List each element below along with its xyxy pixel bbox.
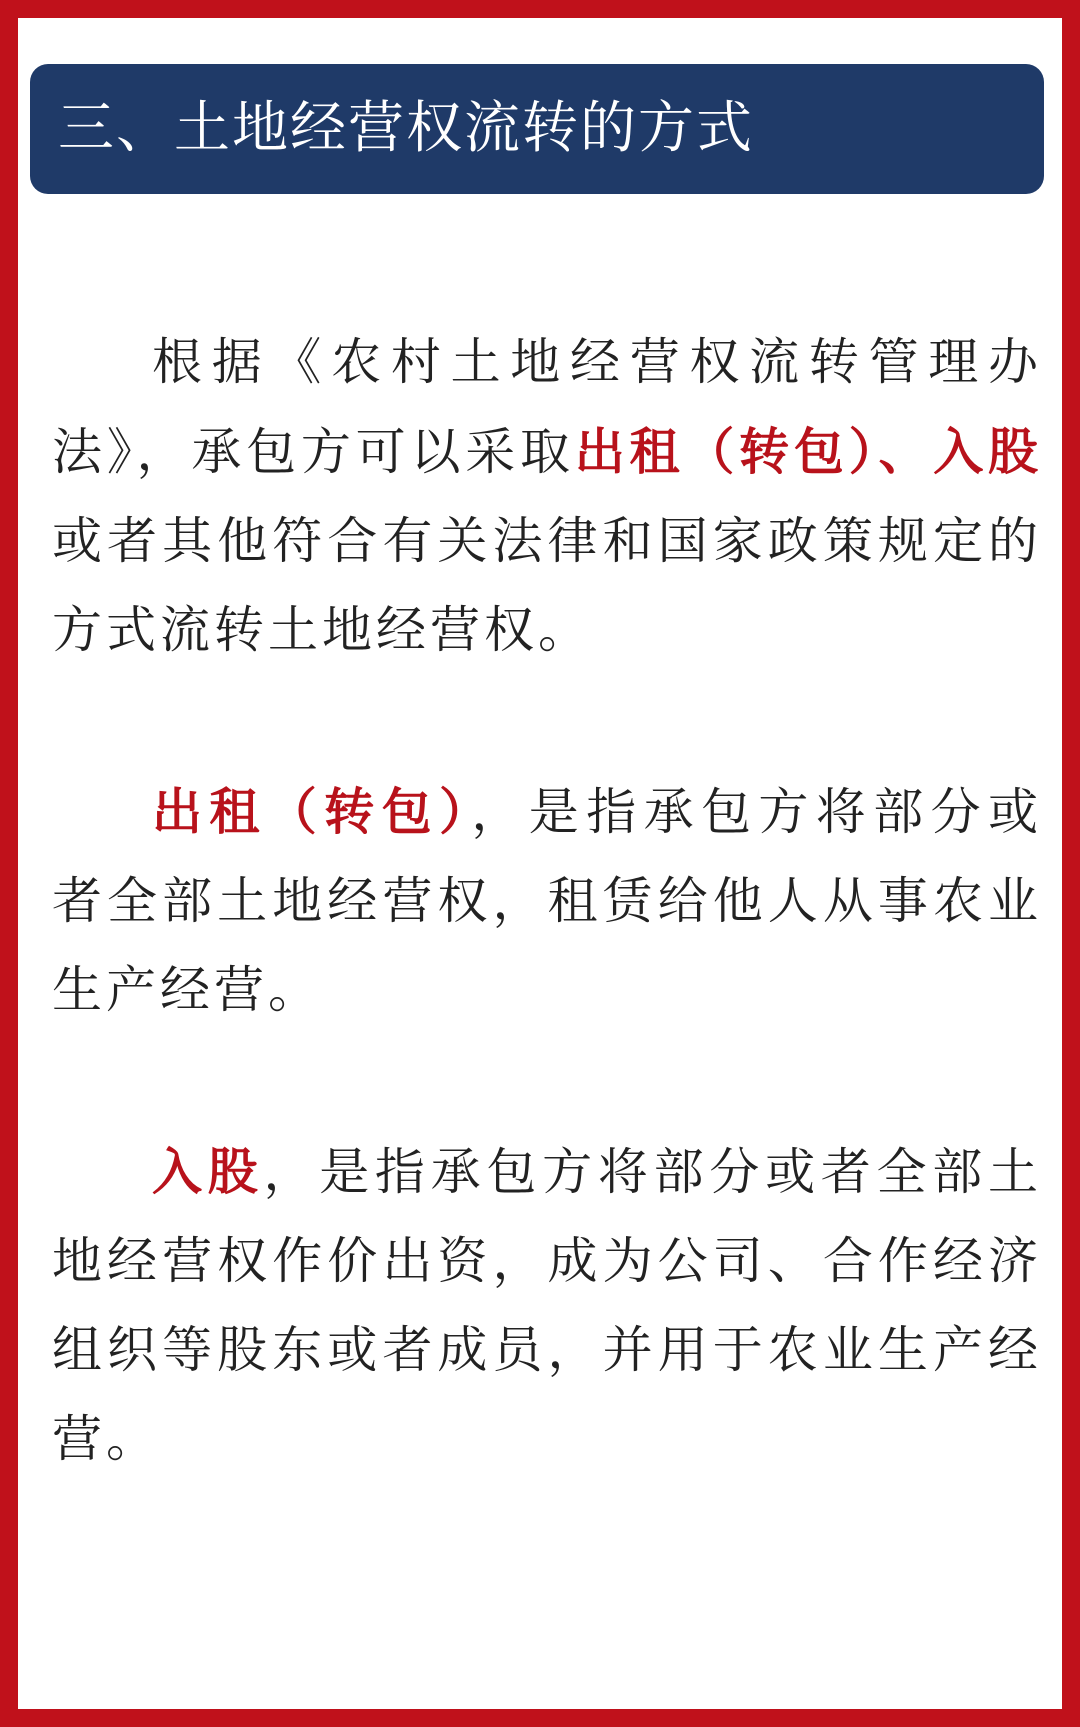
text-segment: ，是指承包方将部分或者全部土地经营权，租赁给他人从事农业生产经营。 [52, 783, 1043, 1019]
section-header [30, 64, 1044, 194]
paragraph-intro [52, 318, 1042, 675]
highlight-segment: 出租（转包） [152, 782, 472, 841]
highlight-segment: 入股 [152, 1142, 264, 1201]
section-title: 三、土地经营权流转的方式 [58, 96, 754, 161]
content-body [52, 318, 1042, 1576]
paragraph-shares [52, 1127, 1042, 1484]
highlight-segment: 出租（转包）、入股 [574, 422, 1043, 481]
text-segment: 根据《农村土地经营权流转管理办法》，承包方可以采取 [52, 333, 1042, 481]
text-segment: ，是指承包方将部分或者全部土地经营权作价出资，成为公司、合作经济组织等股东或者成员，并用于农业生产经营。 [52, 1143, 1043, 1468]
paragraph-lease [52, 767, 1042, 1035]
text-segment: 或者其他符合有关法律和国家政策规定的方式流转土地经营权。 [52, 512, 1042, 659]
